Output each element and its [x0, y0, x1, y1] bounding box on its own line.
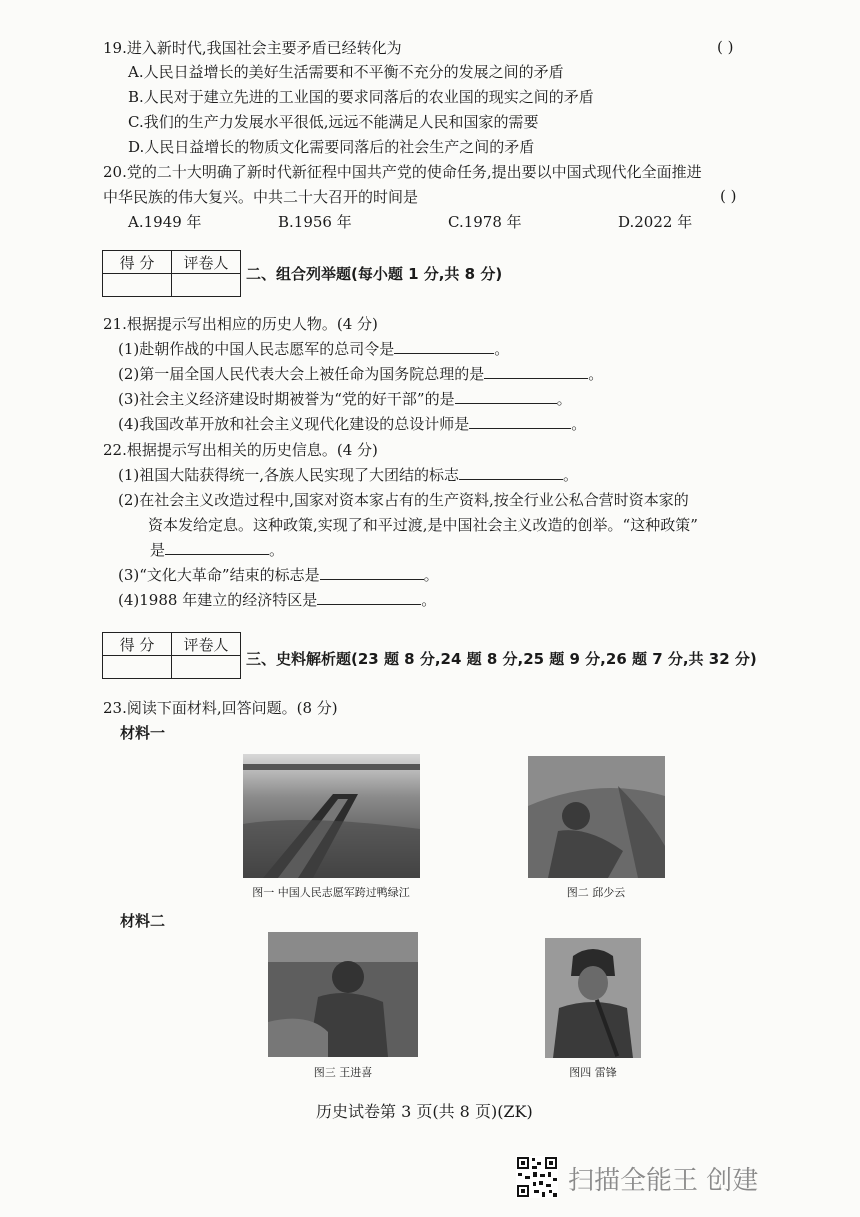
- q20-stem-line2: 中华民族的伟大复兴。中共二十大召开的时间是: [103, 188, 419, 206]
- answer-blank[interactable]: [459, 465, 563, 480]
- q23-stem: 23.阅读下面材料,回答问题。(8 分): [103, 699, 338, 717]
- photo-qiu-shaoyun-image: [528, 756, 665, 878]
- q20-stem-line1: 20.党的二十大明确了新时代新征程中国共产党的使命任务,提出要以中国式现代化全面推进: [103, 163, 702, 181]
- photo-lei-feng-image: [545, 938, 641, 1058]
- q21-item-2-end: 。: [588, 365, 604, 383]
- answer-blank[interactable]: [394, 339, 494, 354]
- q22-item-2-line2: 资本发给定息。这种政策,实现了和平过渡,是中国社会主义改造的创举。“这种政策”: [148, 516, 698, 534]
- q20-answer-paren: ( ): [720, 187, 737, 205]
- q19-answer-paren: ( ): [717, 38, 734, 56]
- answer-blank[interactable]: [320, 565, 424, 580]
- q21-item-1-end: 。: [494, 340, 510, 358]
- q22-item-1-end: 。: [563, 466, 579, 484]
- section3-title: 三、史料解析题(23 题 8 分,24 题 8 分,25 题 9 分,26 题 7 分,共 32 分): [246, 650, 757, 668]
- q20-option-d: D.2022 年: [618, 213, 693, 231]
- material-1-label: 材料一: [120, 724, 166, 742]
- q22-item-4-end: 。: [421, 591, 437, 609]
- q21-item-4-end: 。: [571, 415, 587, 433]
- photo-lei-feng: [545, 938, 641, 1058]
- q22-item-2-end: 。: [269, 541, 285, 559]
- photo-wang-jinxi: [268, 932, 418, 1057]
- grader-cell[interactable]: [172, 656, 241, 679]
- q22-item-4: [118, 590, 436, 610]
- q21-item-4: [118, 414, 586, 434]
- q21-stem: 21.根据提示写出相应的历史人物。(4 分): [103, 315, 378, 333]
- q21-item-1-text: (1)赴朝作战的中国人民志愿军的总司令是: [118, 340, 395, 358]
- answer-blank[interactable]: [317, 590, 421, 605]
- score-cell[interactable]: [103, 656, 172, 679]
- qr-code-icon: [516, 1156, 558, 1198]
- q21-item-4-text: (4)我国改革开放和社会主义现代化建设的总设计师是: [118, 415, 470, 433]
- caption-photo-2: 图二 邱少云: [566, 886, 626, 899]
- q19-option-a: A.人民日益增长的美好生活需要和不平衡不充分的发展之间的矛盾: [128, 63, 564, 81]
- page-footer: 历史试卷第 3 页(共 8 页)(ZK): [316, 1102, 533, 1121]
- answer-blank[interactable]: [455, 389, 557, 404]
- q19-option-d: D.人民日益增长的物质文化需要同落后的社会生产之间的矛盾: [128, 138, 535, 156]
- q21-item-2: [118, 364, 603, 384]
- q20-option-b: B.1956 年: [278, 213, 352, 231]
- caption-photo-3: 图三 王进喜: [313, 1066, 373, 1079]
- q19-option-b: B.人民对于建立先进的工业国的要求同落后的农业国的现实之间的矛盾: [128, 88, 594, 106]
- q22-item-3: [118, 565, 439, 585]
- section2-title: 二、组合列举题(每小题 1 分,共 8 分): [246, 265, 503, 283]
- section2-score-box: [102, 250, 241, 297]
- q20-option-c: C.1978 年: [448, 213, 522, 231]
- answer-blank[interactable]: [484, 364, 588, 379]
- q22-item-3-end: 。: [423, 566, 439, 584]
- q22-item-2-line3: [150, 540, 284, 560]
- q22-item-1: [118, 465, 578, 485]
- score-cell[interactable]: [103, 274, 172, 297]
- grader-label: 评卷人: [172, 251, 241, 274]
- q21-item-2-text: (2)第一届全国人民代表大会上被任命为国务院总理的是: [118, 365, 485, 383]
- q22-item-2-line1: (2)在社会主义改造过程中,国家对资本家占有的生产资料,按全行业公私合营时资本家的: [118, 491, 689, 509]
- answer-blank[interactable]: [165, 540, 269, 555]
- q19-option-c: C.我们的生产力发展水平很低,远远不能满足人民和国家的需要: [128, 113, 539, 131]
- photo-yalu-crossing: [243, 754, 420, 878]
- scanner-watermark: 扫描全能王 创建: [568, 1166, 759, 1196]
- grader-cell[interactable]: [172, 274, 241, 297]
- photo-qiu-shaoyun: [528, 756, 665, 878]
- q20-option-a: A.1949 年: [128, 213, 202, 231]
- caption-photo-4: 图四 雷锋: [569, 1066, 617, 1079]
- score-label: 得 分: [103, 251, 172, 274]
- q22-item-4-text: (4)1988 年建立的经济特区是: [118, 591, 318, 609]
- qr-code-graphic: [516, 1156, 558, 1198]
- photo-yalu-crossing-image: [243, 754, 420, 878]
- q21-item-1: [118, 339, 509, 359]
- score-label: 得 分: [103, 633, 172, 656]
- q21-item-3-end: 。: [556, 390, 572, 408]
- q22-item-2-prefix: 是: [150, 541, 166, 559]
- q19-stem: 19.进入新时代,我国社会主要矛盾已经转化为: [103, 39, 402, 57]
- q22-stem: 22.根据提示写出相关的历史信息。(4 分): [103, 441, 378, 459]
- material-2-label: 材料二: [120, 912, 166, 930]
- q22-item-1-text: (1)祖国大陆获得统一,各族人民实现了大团结的标志: [118, 466, 460, 484]
- caption-photo-1: 图一 中国人民志愿军跨过鸭绿江: [252, 886, 410, 899]
- q21-item-3-text: (3)社会主义经济建设时期被誉为“党的好干部”的是: [118, 390, 455, 408]
- q22-item-3-text: (3)“文化大革命”结束的标志是: [118, 566, 320, 584]
- photo-wang-jinxi-image: [268, 932, 418, 1057]
- q21-item-3: [118, 389, 572, 409]
- answer-blank[interactable]: [469, 414, 571, 429]
- section3-score-box: [102, 632, 241, 679]
- grader-label: 评卷人: [172, 633, 241, 656]
